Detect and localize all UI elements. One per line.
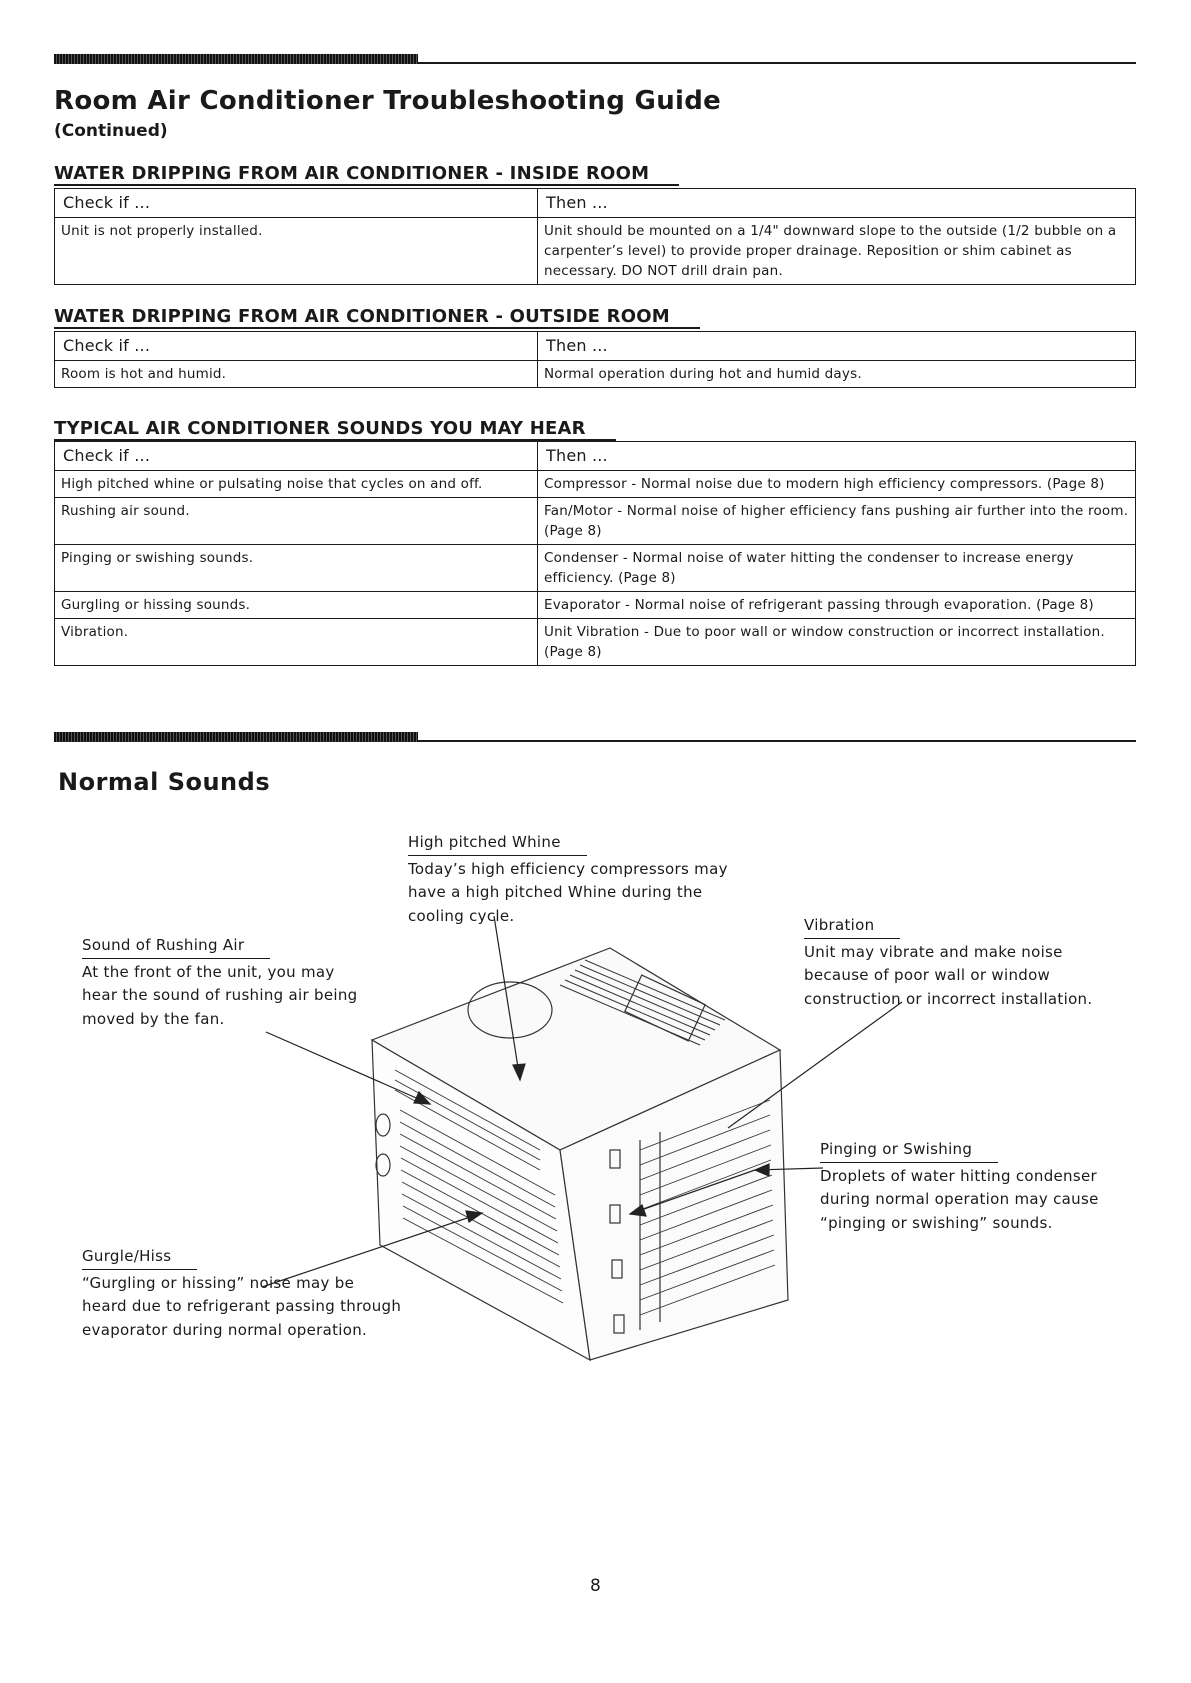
check-cell: Unit is not properly installed.	[55, 218, 538, 285]
then-cell: Compressor - Normal noise due to modern high efficiency compressors. (Page 8)	[538, 471, 1136, 498]
callout-gurgle-hiss	[82, 1245, 402, 1342]
callout-title: High pitched Whine	[408, 831, 587, 856]
then-cell: Evaporator - Normal noise of refrigerant passing through evaporation. (Page 8)	[538, 592, 1136, 619]
callout-title: Sound of Rushing Air	[82, 934, 270, 959]
then-cell: Unit should be mounted on a 1/4" downward slope to the outside (1/2 bubble on a carpenter’s level) to provide proper drainage. Reposition or shim cabinet as necessary. DO NOT drill drain pan.	[538, 218, 1136, 285]
callout-text: Droplets of water hitting condenser during normal operation may cause “pinging or swishing” sounds.	[820, 1166, 1099, 1232]
section-title-sounds: TYPICAL AIR CONDITIONER SOUNDS YOU MAY HEAR	[54, 418, 616, 439]
then-cell: Fan/Motor - Normal noise of higher efficiency fans pushing air further into the room. (Page 8)	[538, 498, 1136, 545]
then-cell: Condenser - Normal noise of water hitting the condenser to increase energy efficiency. (Page 8)	[538, 545, 1136, 592]
col-header-check: Check if ...	[55, 332, 538, 361]
col-header-then: Then ...	[538, 442, 1136, 471]
section-title-outside-room: WATER DRIPPING FROM AIR CONDITIONER - OUTSIDE ROOM	[54, 306, 700, 327]
page-number: 8	[590, 1576, 601, 1596]
then-cell: Normal operation during hot and humid days.	[538, 361, 1136, 388]
check-cell: Room is hot and humid.	[55, 361, 538, 388]
section-title-inside-room: WATER DRIPPING FROM AIR CONDITIONER - INSIDE ROOM	[54, 163, 679, 184]
callout-high-pitched-whine	[408, 831, 728, 928]
callout-text: At the front of the unit, you may hear the sound of rushing air being moved by the fan.	[82, 962, 358, 1028]
page-subtitle: (Continued)	[54, 121, 168, 141]
callout-pinging-swishing	[820, 1138, 1110, 1235]
check-cell: Vibration.	[55, 619, 538, 666]
normal-sounds-title: Normal Sounds	[58, 768, 271, 796]
check-cell: Gurgling or hissing sounds.	[55, 592, 538, 619]
callout-rushing-air	[82, 934, 362, 1031]
col-header-then: Then ...	[538, 332, 1136, 361]
callout-title: Gurgle/Hiss	[82, 1245, 197, 1270]
check-cell: High pitched whine or pulsating noise that cycles on and off.	[55, 471, 538, 498]
callout-text: “Gurgling or hissing” noise may be heard due to refrigerant passing through evaporator during normal operation.	[82, 1273, 402, 1339]
then-cell: Unit Vibration - Due to poor wall or window construction or incorrect installation. (Page 8)	[538, 619, 1136, 666]
callout-title: Vibration	[804, 914, 900, 939]
callout-text: Today’s high efficiency compressors may have a high pitched Whine during the cooling cycle.	[408, 859, 728, 925]
col-header-then: Then ...	[538, 189, 1136, 218]
callout-text: Unit may vibrate and make noise because of poor wall or window construction or incorrect installation.	[804, 942, 1093, 1008]
callout-title: Pinging or Swishing	[820, 1138, 998, 1163]
page-title: Room Air Conditioner Troubleshooting Guide	[54, 86, 722, 116]
col-header-check: Check if ...	[55, 189, 538, 218]
callout-vibration	[804, 914, 1094, 1011]
check-cell: Pinging or swishing sounds.	[55, 545, 538, 592]
col-header-check: Check if ...	[55, 442, 538, 471]
check-cell: Rushing air sound.	[55, 498, 538, 545]
